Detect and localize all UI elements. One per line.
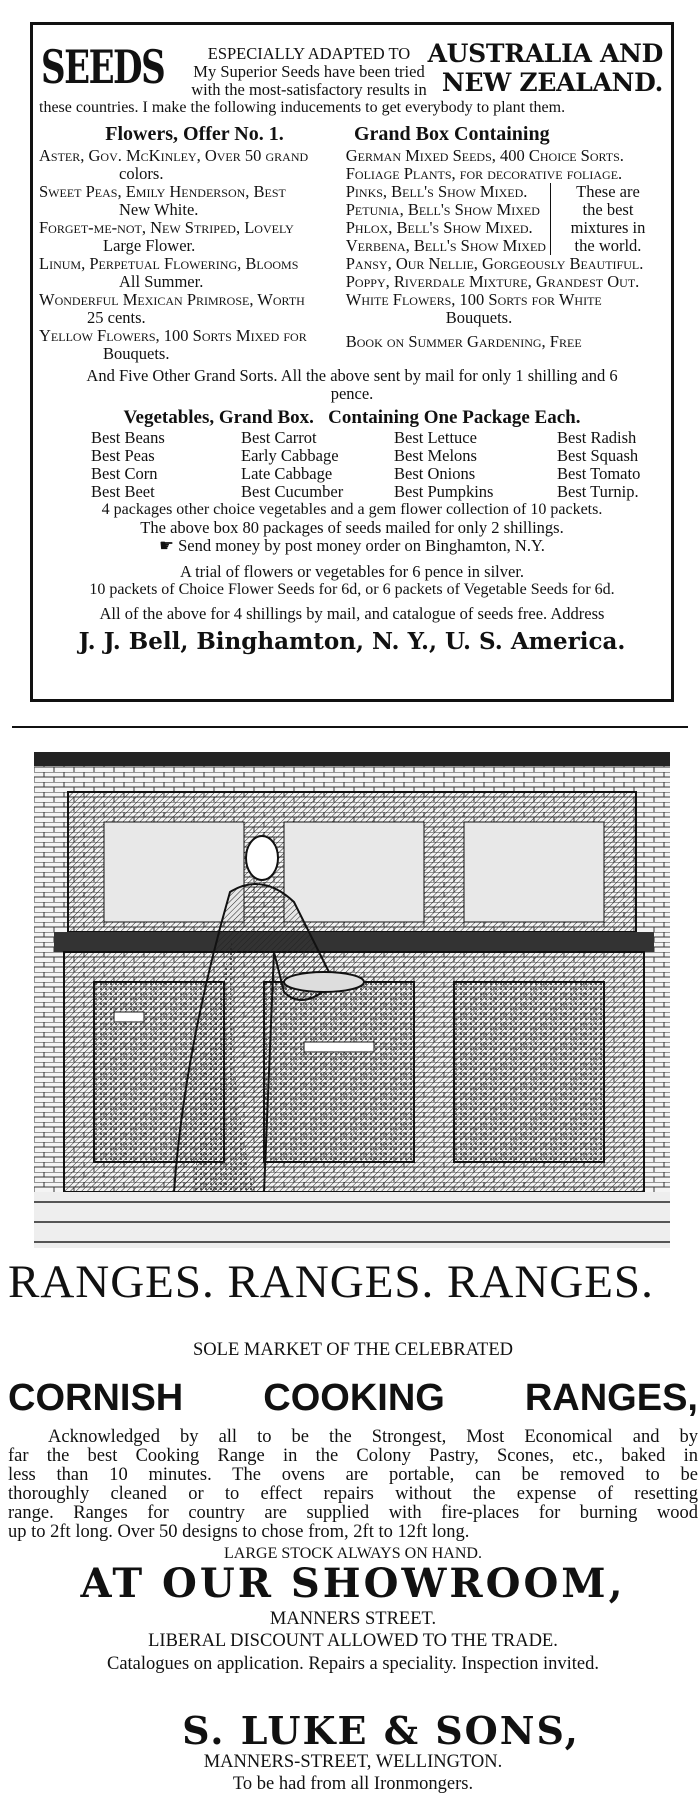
send-money-text: Send money by post money order on Binghamton, N.Y. — [178, 536, 545, 555]
flowers-right-list — [346, 147, 665, 363]
firm-address: MANNERS-STREET, WELLINGTON. — [203, 1752, 503, 1772]
ranges-body — [8, 1428, 698, 1542]
flower-item: Linum, Perpetual Flowering, Blooms — [39, 254, 299, 273]
ironmongers-line: To be had from all Ironmongers. — [232, 1774, 474, 1794]
flower-item: New White. — [119, 200, 199, 219]
body-line: Acknowledged by all to be the Strongest, Most Economical and by — [48, 1427, 698, 1447]
separator-top — [12, 726, 688, 728]
seeds-intro: these countries. I make the following inducements to get everybody to plant them. — [39, 99, 566, 116]
body-line: up to 2ft long. Over 50 designs to chose from, 2ft to 12ft long. — [8, 1522, 470, 1542]
body-line: far the best Cooking Range in the Colony Pastry, Scones, etc., baked in — [8, 1446, 698, 1466]
flower-item: Sweet Peas, Emily Henderson, Best — [39, 182, 286, 201]
vegetable-item: Best Cucumber — [241, 482, 344, 501]
all-above-offer: All of the above for 4 shillings by mail, and catalogue of seeds free. Address — [99, 604, 605, 623]
cooking-word: COOKING — [263, 1377, 445, 1419]
australia-heading: AUSTRALIA AND — [427, 39, 663, 68]
flower-item: Pinks, Bell's Show Mixed. — [345, 182, 528, 201]
showroom-heading: AT OUR SHOWROOM, — [80, 1560, 626, 1607]
flower-item: colors. — [119, 164, 164, 183]
flower-item: Yellow Flowers, 100 Sorts Mixed for — [39, 326, 307, 345]
vegetable-item: Early Cabbage — [241, 446, 339, 465]
flower-item: White Flowers, 100 Sorts for White — [345, 290, 602, 309]
vegetable-item: Best Onions — [394, 464, 476, 483]
bracket-note-line: the world. — [574, 236, 642, 255]
ranges-word: RANGES, — [524, 1377, 698, 1419]
cornish-ranges-title — [8, 1378, 698, 1418]
flower-item: Aster, Gov. McKinley, Over 50 grand — [39, 146, 309, 165]
flower-item: Large Flower. — [103, 236, 196, 255]
bracket-note-line: mixtures in — [570, 218, 646, 237]
vegetable-item: Best Turnip. — [557, 482, 639, 501]
vegetable-item: Best Melons — [394, 446, 477, 465]
firm-name: S. LUKE & SONS, — [182, 1708, 580, 1753]
vegetable-item: Best Beet — [91, 482, 155, 501]
vegetable-item: Best Carrot — [241, 428, 317, 447]
flower-item: German Mixed Seeds, 400 Choice Sorts. — [345, 146, 624, 165]
header-mid-line: with the most-satisfactory results in — [191, 80, 427, 99]
vegetables-heading — [39, 407, 665, 429]
body-line: less than 10 minutes. The ovens are portable, can be removed to be — [8, 1465, 698, 1485]
flower-item: Poppy, Riverdale Mixture, Grandest Out. — [345, 272, 640, 291]
seeds-header — [39, 37, 665, 97]
vegetable-item: Best Radish — [557, 428, 637, 447]
veg-note: 4 packages other choice vegetables and a gem flower collection of 10 packets. — [101, 501, 603, 518]
packets-offer: 10 packets of Choice Flower Seeds for 6d, or 6 packets of Vegetable Seeds for 6d. — [89, 581, 615, 598]
manners-street: MANNERS STREET. — [269, 1609, 437, 1629]
body-line: thoroughly cleaned or to effect repairs without the expense of resetting — [8, 1484, 698, 1504]
flower-item: Phlox, Bell's Show Mixed. — [345, 218, 533, 237]
flower-item: Forget-me-not, New Striped, Lovely — [39, 218, 294, 237]
seeds-header-right — [428, 39, 663, 97]
pointing-hand-icon: ☛ — [159, 536, 174, 555]
body-line: range. Ranges for country are supplied with fire-places for burning wood — [8, 1503, 698, 1523]
flower-item: Pansy, Our Nellie, Gorgeously Beautiful. — [345, 254, 644, 273]
trial-offer: A trial of flowers or vegetables for 6 pence in silver. — [179, 562, 525, 581]
veg-title: Vegetables, Grand Box. — [123, 407, 314, 428]
bracket-note — [551, 183, 665, 255]
flower-item: Foliage Plants, for decorative foliage. — [345, 164, 623, 183]
seeds-signature: J. J. Bell, Binghamton, N. Y., U. S. America. — [78, 628, 626, 655]
vegetable-item: Late Cabbage — [241, 464, 333, 483]
veg-note: The above box 80 packages of seeds mailed for only 2 shillings. — [140, 518, 564, 537]
vegetable-item: Best Squash — [557, 446, 639, 465]
header-mid-line: ESPECIALLY ADAPTED TO — [207, 44, 411, 63]
liberal-discount: LIBERAL DISCOUNT ALLOWED TO THE TRADE. — [148, 1631, 558, 1651]
send-money-line — [39, 537, 665, 555]
vegetables-grid — [91, 429, 665, 501]
vegetable-item: Best Peas — [91, 446, 155, 465]
bracket-note-line: the best — [582, 200, 634, 219]
flower-item: Petunia, Bell's Show Mixed — [345, 200, 540, 219]
vegetable-item: Best Beans — [91, 428, 165, 447]
grand-box-title: Grand Box Containing — [354, 123, 550, 145]
mail-offer-cont: pence. — [330, 384, 374, 403]
flowers-left-list — [39, 147, 346, 363]
cornish-word: CORNISH — [8, 1377, 184, 1419]
range-illustration — [34, 752, 670, 1248]
vegetable-item: Best Pumpkins — [394, 482, 494, 501]
bracket-note-line: These are — [576, 182, 640, 201]
large-stock: LARGE STOCK ALWAYS ON HAND. — [224, 1545, 482, 1562]
flower-item: Verbena, Bell's Show Mixed — [345, 236, 546, 255]
vegetable-item: Best Corn — [91, 464, 158, 483]
sole-market: SOLE MARKET OF THE CELEBRATED — [193, 1340, 513, 1360]
flower-item: Bouquets. — [445, 308, 513, 327]
vegetable-item: Best Lettuce — [394, 428, 477, 447]
flower-item: Bouquets. — [103, 344, 170, 363]
vegetable-item: Best Tomato — [557, 464, 641, 483]
new-zealand-heading: NEW ZEALAND. — [441, 68, 663, 97]
flower-item: 25 cents. — [87, 308, 146, 327]
mail-offer: And Five Other Grand Sorts. All the above sent by mail for only 1 shilling and 6 — [86, 366, 618, 385]
book-offer: Book on Summer Gardening, Free — [345, 332, 582, 351]
flowers-title: Flowers, Offer No. 1. — [105, 123, 284, 145]
ranges-headline: RANGES. RANGES. RANGES. — [8, 1256, 654, 1308]
seeds-header-middle — [149, 45, 469, 99]
seeds-headline: SEEDS — [41, 40, 165, 94]
flower-item: Wonderful Mexican Primrose, Worth — [39, 290, 305, 309]
seeds-advertisement — [30, 22, 674, 702]
veg-title-2: Containing One Package Each. — [328, 407, 581, 428]
flower-item: All Summer. — [119, 272, 204, 291]
bracket-list — [346, 183, 551, 255]
catalogues-line: Catalogues on application. Repairs a speciality. Inspection invited. — [106, 1654, 599, 1674]
header-mid-line: My Superior Seeds have been tried — [193, 62, 425, 81]
